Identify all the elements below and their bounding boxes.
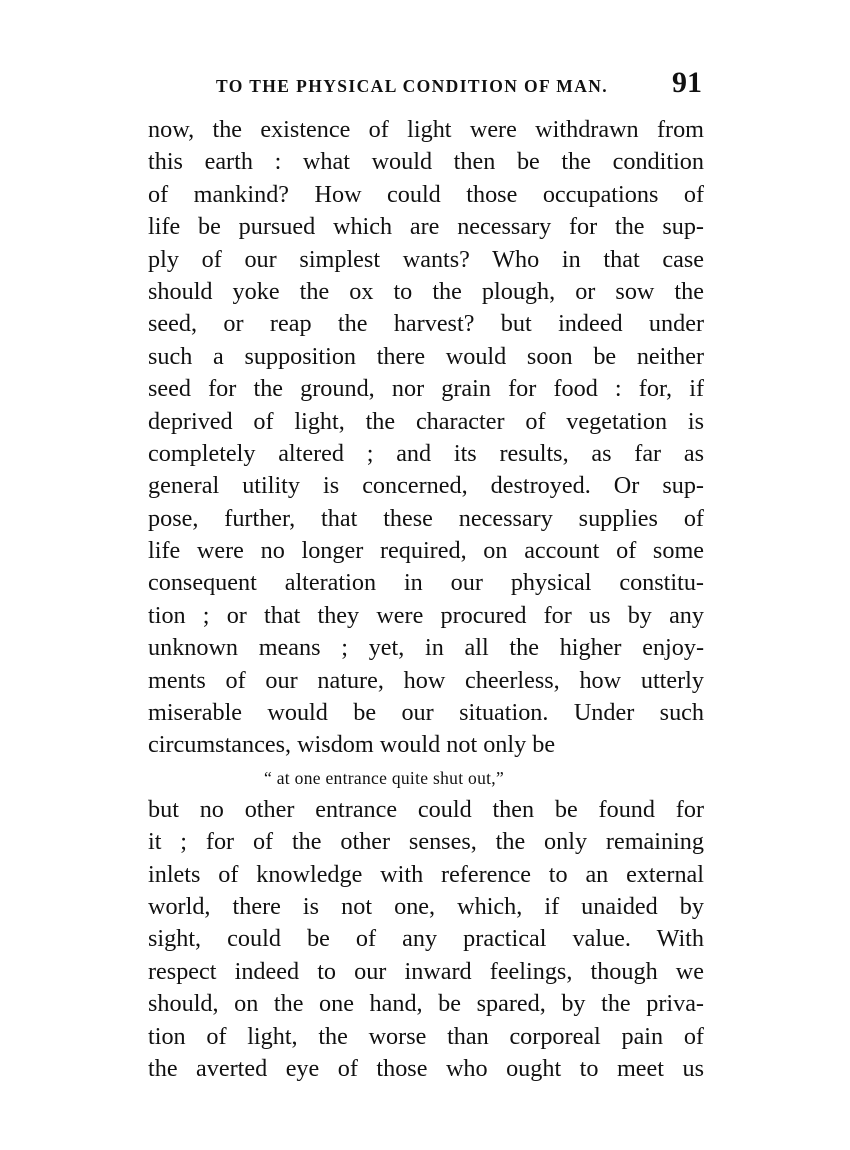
text-line: should yoke the ox to the plough, or sow the: [148, 277, 704, 305]
text-line: world, there is not one, which, if unaided by: [148, 892, 704, 920]
text-line: the averted eye of those who ought to meet us: [148, 1054, 704, 1082]
text-line: pose, further, that these necessary supplies of: [148, 504, 704, 532]
body-text: [148, 114, 704, 1085]
text-line: but no other entrance could then be found for: [148, 795, 704, 823]
text-line: such a supposition there would soon be neither: [148, 342, 704, 370]
text-line: of mankind? How could those occupations of: [148, 180, 704, 208]
text-line: consequent alteration in our physical constitu-: [148, 569, 704, 597]
running-head-title: TO THE PHYSICAL CONDITION OF MAN.: [216, 76, 609, 96]
text-line: general utility is concerned, destroyed. Or sup-: [148, 472, 704, 500]
text-line: seed, or reap the harvest? but indeed under: [148, 310, 704, 338]
text-line: deprived of light, the character of vegetation is: [148, 407, 704, 435]
text-line: tion of light, the worse than corporeal pain of: [148, 1022, 704, 1050]
text-line: ply of our simplest wants? Who in that case: [148, 245, 704, 273]
text-line: life be pursued which are necessary for the sup-: [148, 213, 704, 241]
page-number: 91: [672, 66, 702, 99]
text-line: it ; for of the other senses, the only remaining: [148, 828, 704, 856]
text-line: inlets of knowledge with reference to an external: [148, 860, 704, 888]
text-line: now, the existence of light were withdrawn from: [148, 116, 704, 143]
text-line: completely altered ; and its results, as far as: [148, 439, 704, 467]
block-quote: “ at one entrance quite shut out,”: [264, 767, 505, 788]
text-line: unknown means ; yet, in all the higher enjoy-: [148, 634, 704, 662]
text-line: respect indeed to our inward feelings, though we: [148, 957, 704, 985]
text-line: life were no longer required, on account of some: [148, 537, 704, 565]
text-line: ments of our nature, how cheerless, how utterly: [148, 666, 704, 694]
text-line: should, on the one hand, be spared, by the priva-: [148, 990, 704, 1018]
text-line: sight, could be of any practical value. With: [148, 925, 704, 953]
text-line: miserable would be our situation. Under such: [148, 699, 704, 727]
text-line: this earth : what would then be the condition: [148, 148, 704, 176]
running-head: [148, 64, 704, 104]
text-line: tion ; or that they were procured for us by any: [148, 601, 704, 629]
text-line: circumstances, wisdom would not only be: [148, 731, 556, 759]
text-line: seed for the ground, nor grain for food : for, if: [148, 375, 704, 403]
